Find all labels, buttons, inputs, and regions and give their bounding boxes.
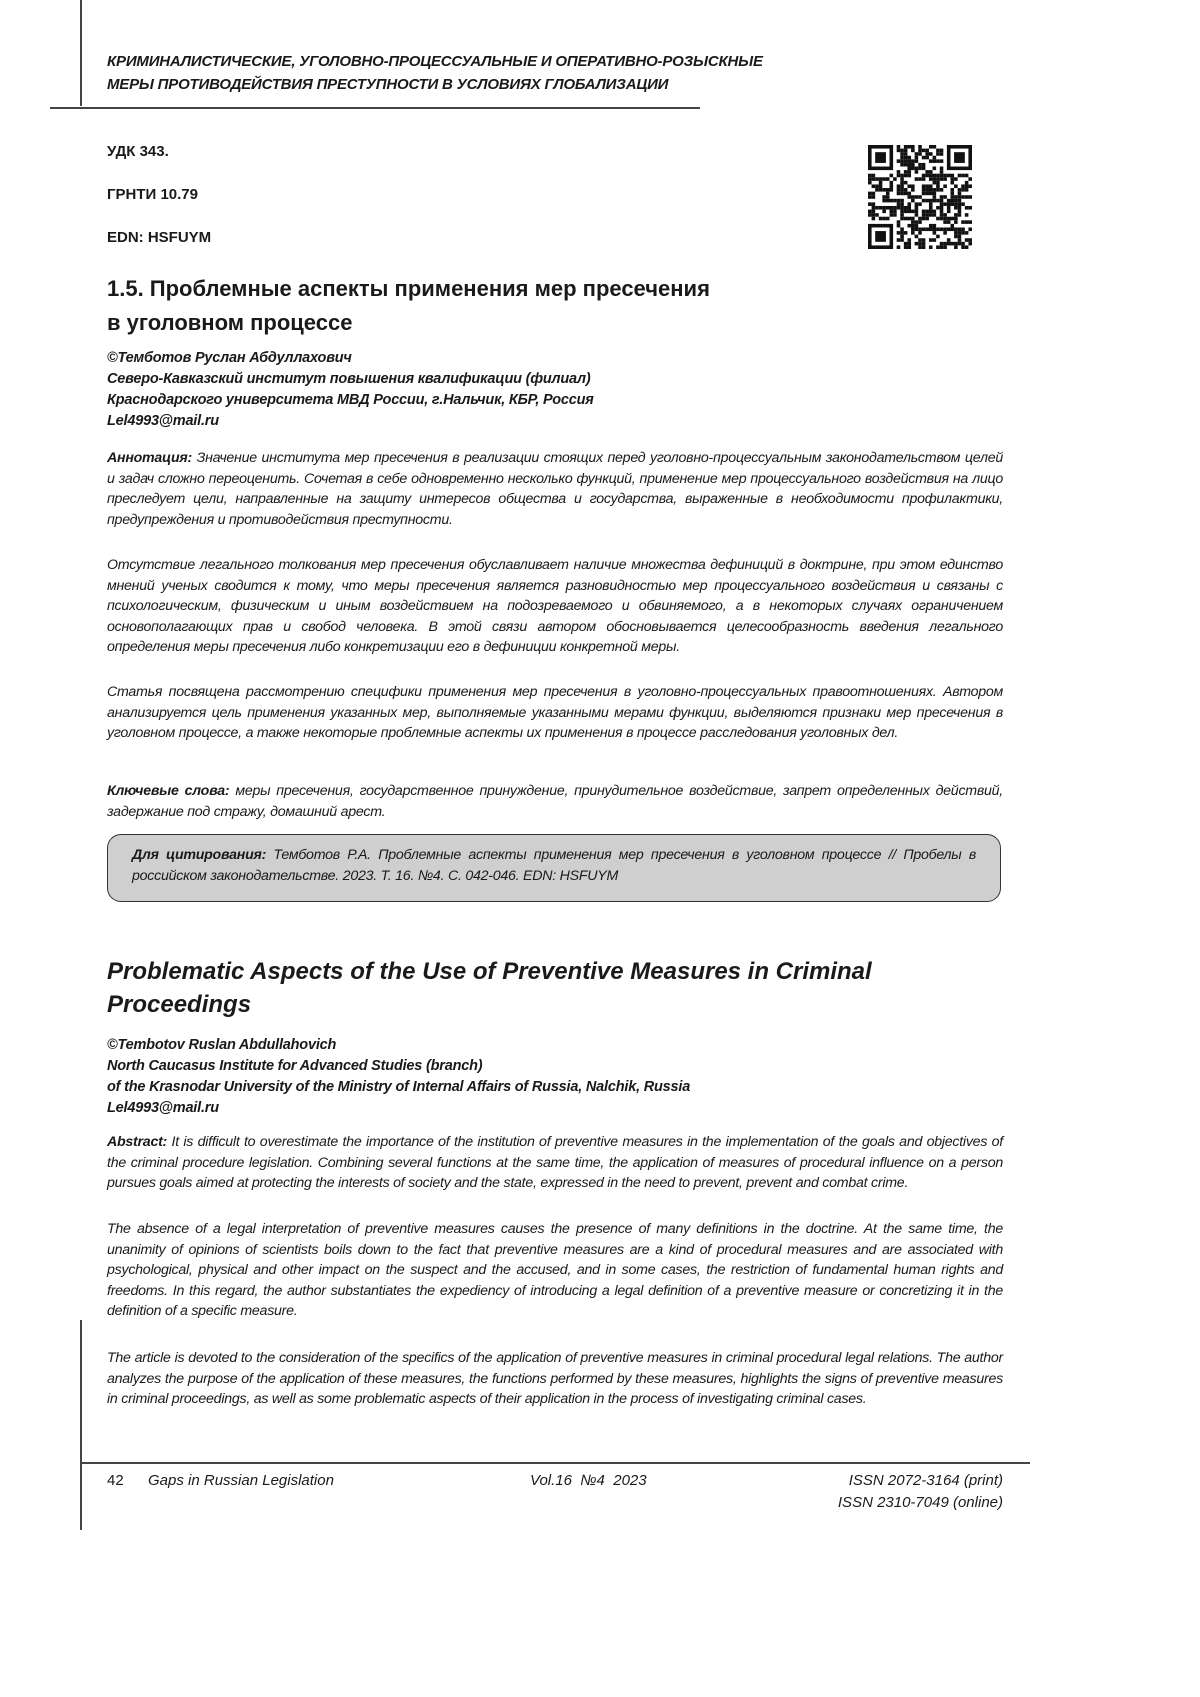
- abstract-text: It is difficult to overestimate the importance of the institution of preventive measures in the implementation of the goals and objectives of the criminal procedure legislation. Combining several functions at the same time, the application of measures of procedural influence on a person pursues goals aimed at protecting the interests of society and the state, expressed in the need to prevent, prevent and combat crime.: [107, 1134, 1003, 1191]
- affiliation-line-2: of the Krasnodar University of the Ministry of Internal Affairs of Russia, Nalchik, Russia: [107, 1077, 690, 1098]
- page-number: 42: [107, 1472, 124, 1489]
- keywords-ru: [107, 781, 1003, 822]
- abstract-ru-p2: Отсутствие легального толкования мер пресечения обуславливает наличие множества дефиниций в доктрине, при этом единство мнений ученых сводится к тому, что меры пресечения является разновидностью мер процессуального воздействия и связаны с психологическим, физическим и иным воздействием на подозреваемого и обвиняемого, а в некоторых случаях ограничением основополагающих прав и свобод человека. В этой связи автором обосновывается целесообразность введения легального определения меры пресечения либо конкретизации его в дефиниции конкретной меры.: [107, 555, 1003, 658]
- citation-box: [107, 834, 1001, 902]
- abstract-en-p2: The absence of a legal interpretation of preventive measures causes the presence of many definitions in the doctrine. At the same time, the unanimity of opinions of scientists boils down to the fact that preventive measures are a kind of procedural measures and are associated with psychological, physical and other impact on the suspect and the accused, and in some cases, the restriction of fundamental human rights and freedoms. In this regard, the author substantiates the expediency of introducing a legal definition of a preventive measure or concretizing it in the definition of a specific measure.: [107, 1219, 1003, 1322]
- margin-rule-top: [80, 0, 82, 106]
- header-line-1: КРИМИНАЛИСТИЧЕСКИЕ, УГОЛОВНО-ПРОЦЕССУАЛЬНЫЕ И ОПЕРАТИВНО-РОЗЫСКНЫЕ: [107, 50, 763, 73]
- header-line-2: МЕРЫ ПРОТИВОДЕЙСТВИЯ ПРЕСТУПНОСТИ В УСЛОВИЯХ ГЛОБАЛИЗАЦИИ: [107, 73, 763, 96]
- author-email[interactable]: Lel4993@mail.ru: [107, 411, 594, 432]
- udk: УДК 343.: [107, 143, 169, 160]
- affiliation-line-1: Северо-Кавказский институт повышения квалификации (филиал): [107, 369, 594, 390]
- author-block-en: [107, 1035, 690, 1119]
- keywords-label: Ключевые слова:: [107, 783, 229, 799]
- issn-online: ISSN 2310-7049 (online): [838, 1494, 1003, 1511]
- abstract-ru-p1: [107, 448, 1003, 530]
- header-rule: [50, 107, 700, 109]
- article-title-en: Problematic Aspects of the Use of Preventive Measures in Criminal Proceedings: [107, 955, 927, 1021]
- article-title-ru: 1.5. Проблемные аспекты применения мер пресечения в уголовном процессе: [107, 272, 727, 340]
- affiliation-line-2: Краснодарского университета МВД России, г.Нальчик, КБР, Россия: [107, 390, 594, 411]
- footer-rule: [80, 1462, 1030, 1464]
- issn-print: ISSN 2072-3164 (print): [849, 1472, 1003, 1489]
- abstract-label: Abstract:: [107, 1134, 167, 1150]
- grnti: ГРНТИ 10.79: [107, 186, 198, 203]
- qr-code-icon: [868, 145, 972, 249]
- document-page: [0, 0, 1200, 1697]
- citation-label: Для цитирования:: [132, 847, 266, 863]
- issue-info: Vol.16 №4 2023: [530, 1472, 647, 1489]
- abstract-en-p1: [107, 1132, 1003, 1194]
- author-email[interactable]: Lel4993@mail.ru: [107, 1098, 690, 1119]
- abstract-label: Аннотация:: [107, 450, 192, 466]
- abstract-en-p3: The article is devoted to the consideration of the specifics of the application of preventive measures in criminal procedural legal relations. The author analyzes the purpose of the application of these measures, the functions performed by these measures, highlights the signs of preventive measures in criminal proceedings, as well as some problematic aspects of their application in the process of investigating criminal cases.: [107, 1348, 1003, 1410]
- abstract-text: Значение института мер пресечения в реализации стоящих перед уголовно-процессуальным законодательством целей и задач сложно переоценить. Сочетая в себе одновременно несколько функций, применение мер процессуального воздействия на лицо преследует цели, направленные на защиту интересов общества и государства, выраженные в необходимости профилактики, предупреждения и противодействия преступности.: [107, 450, 1003, 528]
- citation-text: Темботов Р.А. Проблемные аспекты применения мер пресечения в уголовном процессе // Пробелы в российском законодательстве. 2023. Т. 16. №4. С. 042-046. EDN: HSFUYM: [132, 847, 976, 884]
- affiliation-line-1: North Caucasus Institute for Advanced Studies (branch): [107, 1056, 690, 1077]
- margin-rule-bottom: [80, 1320, 82, 1530]
- abstract-ru-p3: Статья посвящена рассмотрению специфики применения мер пресечения в уголовно-процессуальных правоотношениях. Автором анализируется цель применения указанных мер, выполняемые указанными мерами функции, выделяются признаки мер пресечения в уголовном процессе, а также некоторые проблемные аспекты их применения в процессе расследования уголовных дел.: [107, 682, 1003, 744]
- edn: EDN: HSFUYM: [107, 229, 211, 246]
- author-name: ©Темботов Руслан Абдуллахович: [107, 348, 594, 369]
- journal-name: Gaps in Russian Legislation: [148, 1472, 334, 1489]
- author-name: ©Tembotov Ruslan Abdullahovich: [107, 1035, 690, 1056]
- keywords-text: меры пресечения, государственное принуждение, принудительное воздействие, запрет определенных действий, задержание под стражу, домашний арест.: [107, 783, 1003, 820]
- running-header: [107, 50, 763, 96]
- author-block-ru: [107, 348, 594, 432]
